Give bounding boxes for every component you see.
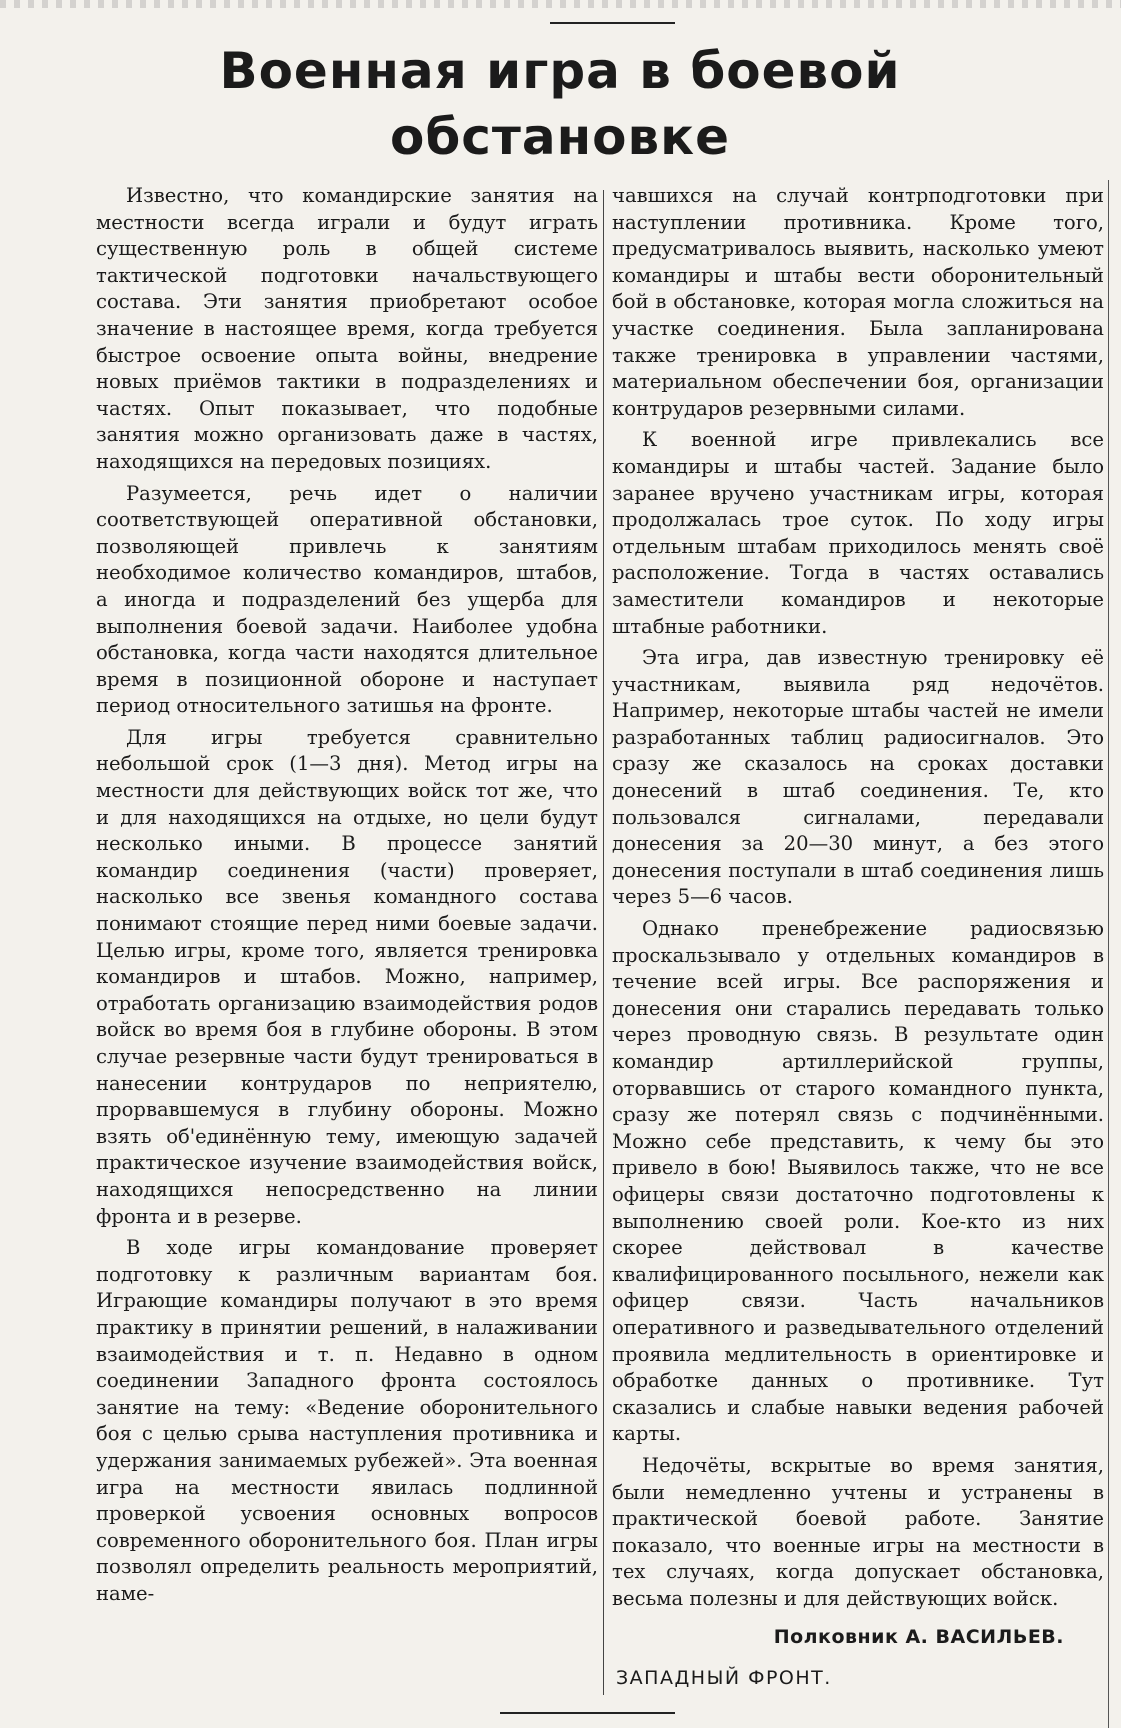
top-divider-rule xyxy=(550,22,675,24)
author-signature: Полковник А. ВАСИЛЬЕВ. xyxy=(773,1626,1064,1649)
paragraph: Известно, что командирские занятия на местности всегда играли и будут играть существенную роль в общей системе тактической подготовки начальствующего состава. Эти занятия приобретают особое значение в настоящее время, когда требуется быстрое освоение опыта войны, внедрение новых приёмов тактики в подразделениях и частях. Опыт показывает, что подобные занятия можно организовать даже в частях, находящихся на передовых позициях. xyxy=(96,184,598,473)
paragraph: Разумеется, речь идет о наличии соответствующей оперативной обстановки, позволяющей привлечь к занятиям необходимое количество командиров, штабов, а иногда и подразделений без ущерба для выполнения боевой задачи. Наиболее удобна обстановка, когда части находятся длительное время в позиционной обороне и наступает период относительного затишья на фронте. xyxy=(96,481,598,718)
bottom-divider-rule xyxy=(500,1712,675,1714)
paragraph: К военной игре привлекались все командиры и штабы частей. Задание было заранее вручено участникам игры, которая продолжалась трое суток. По ходу игры отдельным штабам приходилось менять своё расположение. Тогда в частях оставались заместители командиров и некоторые штабные работники. xyxy=(612,428,1104,638)
paragraph: Для игры требуется сравнительно небольшой срок (1—3 дня). Метод игры на местности для действующих войск тот же, что и для находящихся на отдыхе, но цели будут несколько иными. В процессе занятий командир соединения (части) проверяет, насколько все звенья командного состава понимают стоящие перед ними боевые задачи. Целью игры, кроме того, является тренировка командиров и штабов. Можно, например, отработать организацию взаимодействия родов войск во время боя в глубине обороны. В этом случае резервные части будут тренироваться в нанесении контрударов по неприятелю, прорвавшемуся в глубину обороны. Можно взять об'единённую тему, имеющую задачей практическое изучение взаимодействия войск, находящихся непосредственно на линии фронта и в резерве. xyxy=(96,725,598,1228)
column-divider xyxy=(603,190,604,1695)
dateline-location: ЗАПАДНЫЙ ФРОНТ. xyxy=(616,1667,832,1690)
paragraph: Эта игра, дав известную тренировку её участникам, выявила ряд недочётов. Например, некоторые штабы частей не имели разработанных таблиц радиосигналов. Это сразу же сказалось на сроках доставки донесений в штаб соединения. Те, кто пользовался сигналами, передавали донесения за 20—30 минут, а без этого донесения поступали в штаб соединения лишь через 5—6 часов. xyxy=(612,646,1104,909)
paragraph: Недочёты, вскрытые во время занятия, были немедленно учтены и устранены в практической боевой работе. Занятие показало, что военные игры на местности в тех случаях, когда допускает обстановка, весьма полезны и для действующих войск. xyxy=(612,1453,1104,1610)
previous-article-edge xyxy=(0,0,1121,8)
article-left-column xyxy=(96,183,598,1693)
paragraph: Однако пренебрежение радиосвязью проскальзывало у отдельных командиров в течение всей игры. Все распоряжения и донесения они старались передавать только через проводную связь. В результате один командир артиллерийской группы, оторвавшись от старого командного пункта, сразу же потерял связь с подчинёнными. Можно себе представить, к чему бы это привело в бою! Выявилось также, что не все офицеры связи достаточно подготовлены к выполнению своей роли. Кое-кто из них скорее действовал в качестве квалифицированного посыльного, нежели как офицер связи. Часть начальников оперативного и разведывательного отделений проявила медлительность в ориентировке и обработке данных о противнике. Тут сказались и слабые навыки ведения рабочей карты. xyxy=(612,917,1104,1446)
article-right-column xyxy=(612,183,1104,1693)
adjacent-column-edge xyxy=(1108,180,1121,1728)
paragraph: чавшихся на случай контрподготовки при наступлении противника. Кроме того, предусматривалось выявить, насколько умеют командиры и штабы вести оборонительный бой в обстановке, которая могла сложиться на участке соединения. Была запланирована также тренировка в управлении частями, материальном обеспечении боя, организации контрударов резервными силами. xyxy=(612,184,1104,420)
paragraph: В ходе игры командование проверяет подготовку к различным вариантам боя. Играющие командиры получают в это время практику в принятии решений, в налаживании взаимодействия и т. п. Недавно в одном соединении Западного фронта состоялось занятие на тему: «Ведение оборонительного боя с целью срыва наступления противника и удержания занимаемых рубежей». Эта военная игра на местности явилась подлинной проверкой усвоения основных вопросов современного оборонительного боя. План игры позволял определить реальность мероприятий, наме- xyxy=(96,1236,598,1605)
article-title: Военная игра в боевой обстановке xyxy=(219,42,901,166)
